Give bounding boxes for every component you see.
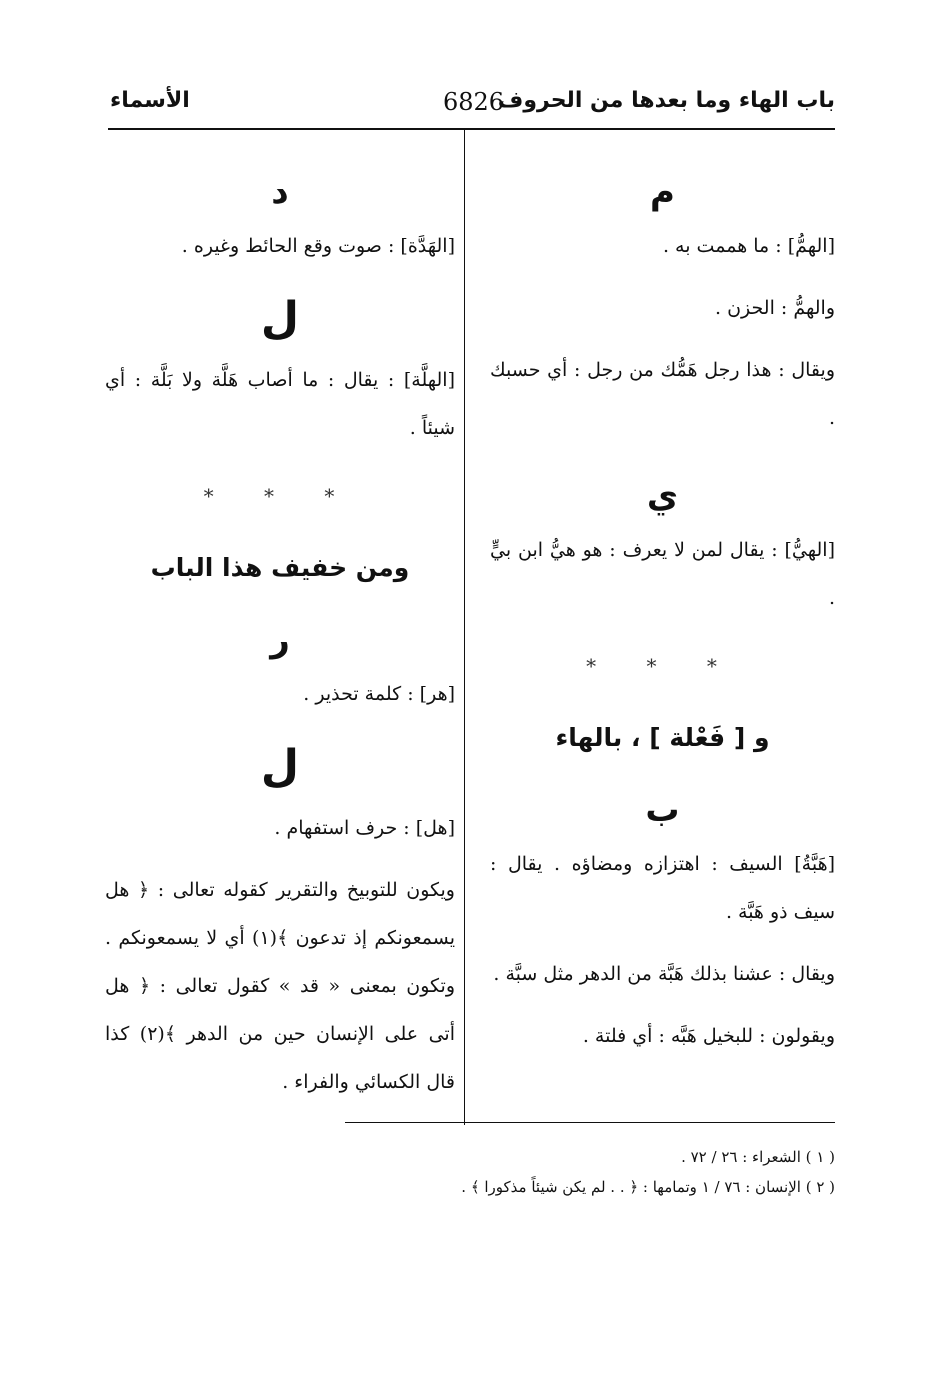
entry-harr: [هر] : كلمة تحذير .: [303, 683, 455, 705]
section-separator-stars: * * *: [203, 484, 357, 508]
letter-heading-ra: ر: [270, 620, 290, 660]
entry-habbah-time: ويقال : عشنا بذلك هَبَّة من الدهر مثل سبَّة .: [493, 963, 835, 985]
entry-hal: [هل] : حرف استفهام .: [274, 817, 455, 839]
letter-heading-lam-2: ل: [260, 741, 300, 792]
section-separator-stars: * * *: [586, 654, 739, 678]
entry-hal-usage: ويكون للتوبيخ والتقرير كقوله تعالى : ﴿ هل يسمعونكم إذ تدعون ﴾(١) أي لا يسمعونكم . وتكون بمعنى « قد » كقول تعالى : ﴿ هل أتى على الإنسان حين من الدهر ﴾(٢) كذا قال الكسائي والفراء .: [105, 879, 455, 1093]
left-column: [105, 162, 455, 1120]
letter-heading-ya: ي: [646, 476, 679, 516]
entry-alhayy: [الهيُّ] : يقال لمن لا يعرف : هو هيُّ ابن بيٍّ .: [490, 539, 835, 609]
letter-heading-ba: ب: [645, 790, 680, 830]
section-heading-falah: و [ فَعْلة ] ، بالهاء: [555, 723, 770, 752]
entry-habbah-miser: ويقولون : للبخيل هَبَّه : أي فلتة .: [582, 1025, 835, 1047]
letter-heading-lam: ل: [260, 293, 300, 344]
page-number: 6826: [443, 88, 505, 116]
column-divider: [464, 130, 465, 1125]
footnote-2: ( ٢ ) الإنسان : ٧٦ / ١ وتمامها : ﴿ . . لم يكن شيئاً مذكورا ﴾ .: [461, 1178, 835, 1196]
letter-heading-mim: م: [650, 172, 675, 212]
footnote-1: ( ١ ) الشعراء : ٢٦ / ٧٢ .: [681, 1148, 835, 1166]
entry-hammuk: ويقال : هذا رجل هَمُّك من رجل : أي حسبك .: [490, 359, 835, 429]
entry-habbah-sword: [هَبَّةُ] السيف : اهتزازه ومضاؤه . يقال : سيف ذو هَبَّة .: [490, 853, 835, 923]
running-head-section: الأسماء: [110, 88, 190, 113]
header-rule: [108, 128, 835, 130]
entry-alhamm: [الهمُّ] : ما هممت به .: [662, 235, 835, 257]
entry-alhaddah: [الهَدَّة] : صوت وقع الحائط وغيره .: [181, 235, 455, 257]
entry-alhallah: [الهلَّة] : يقال : ما أصاب هَلَّة ولا بَلَّة : أي شيئاً .: [105, 369, 455, 439]
entry-alhamm-grief: والهمُّ : الحزن .: [715, 297, 835, 319]
footnote-rule: [345, 1122, 835, 1123]
section-heading-light-forms: ومن خفيف هذا الباب: [150, 553, 410, 582]
letter-heading-dal: د: [271, 172, 289, 212]
running-head-chapter: باب الهاء وما بعدها من الحروف: [497, 88, 835, 113]
right-column: [490, 162, 835, 1074]
footnotes: [135, 1142, 835, 1202]
